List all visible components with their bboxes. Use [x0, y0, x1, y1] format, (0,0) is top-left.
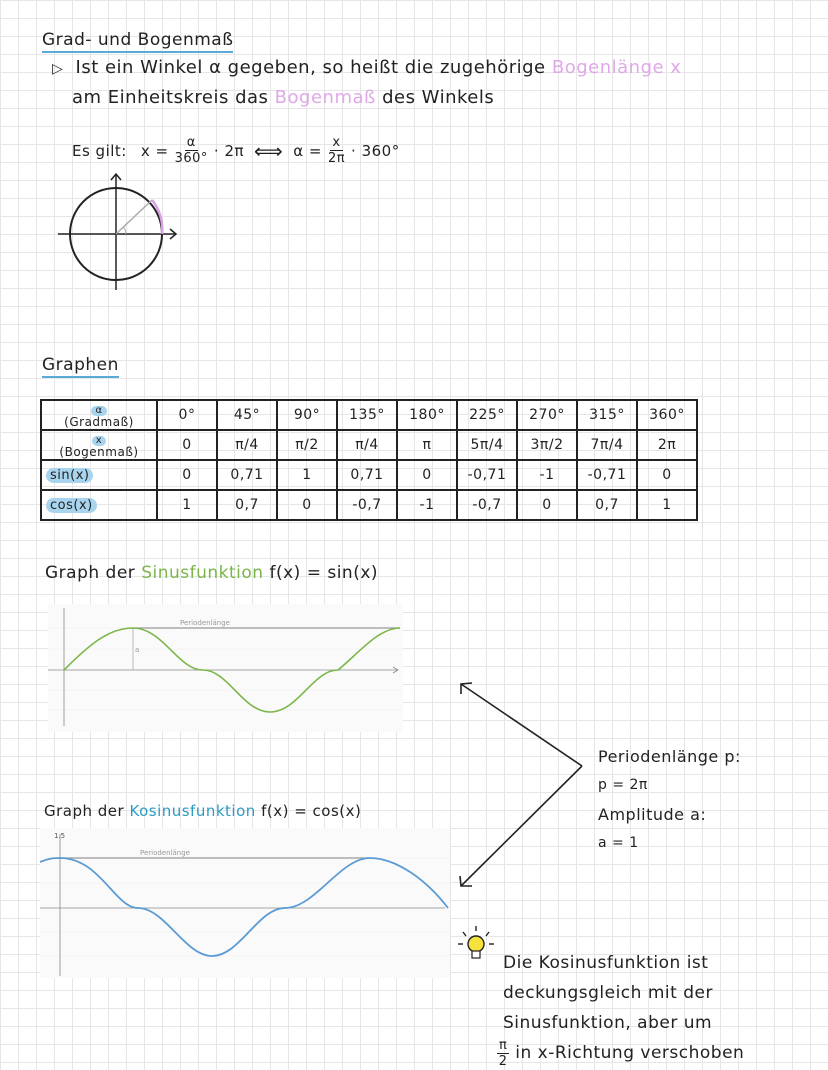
row-label-sin: sin(x): [41, 460, 157, 490]
tip-line-4: [497, 1038, 744, 1068]
connector-arrows: [455, 676, 590, 896]
cosine-curve: [40, 858, 448, 956]
cosine-graph-svg: [40, 828, 450, 978]
cosine-graph: [40, 828, 450, 978]
equivalence-arrow-icon: ⟺: [254, 138, 284, 163]
cosine-y-top-label: 1.5: [54, 832, 66, 840]
cell: π: [397, 430, 457, 460]
sine-graph-title: [45, 563, 378, 583]
formula-x-eq: x =: [140, 141, 169, 160]
intro-highlight-2: Bogenmaß: [274, 87, 376, 108]
cell: -1: [397, 490, 457, 520]
cell: -1: [517, 460, 577, 490]
row-label-bogen: x (Bogenmaß): [41, 430, 157, 460]
table-row: [41, 490, 697, 520]
cell: 1: [277, 460, 337, 490]
intro-highlight-1: Bogenlänge x: [551, 57, 682, 78]
amplitude-label: a: [135, 646, 140, 654]
formula-times-2pi: · 2π: [213, 141, 245, 160]
period-note: [598, 742, 741, 858]
amplitude-heading: Amplitude a:: [598, 805, 707, 824]
intro-line-2: [72, 87, 494, 108]
cell: π/4: [337, 430, 397, 460]
cell: 0: [637, 460, 697, 490]
cosine-title-b: f(x) = cos(x): [261, 802, 362, 820]
cell: 0,71: [217, 460, 277, 490]
cell: 0: [157, 430, 217, 460]
cell: 3π/2: [517, 430, 577, 460]
cell: -0,71: [457, 460, 517, 490]
sine-title-colored: Sinusfunktion: [141, 563, 264, 583]
table-row: [41, 460, 697, 490]
cosine-period-label: Periodenlänge: [140, 849, 190, 857]
heading-text: Grad- und Bogenmaß: [42, 30, 233, 53]
lightbulb-icon: [456, 924, 496, 964]
table-row: [41, 430, 697, 460]
row-label-grad: α (Gradmaß): [41, 400, 157, 430]
cell: 225°: [457, 400, 517, 430]
cell: -0,71: [577, 460, 637, 490]
cell: 90°: [277, 400, 337, 430]
row-label-cos: cos(x): [41, 490, 157, 520]
intro-text-2a: am Einheitskreis das: [72, 87, 269, 108]
cell: 0,71: [337, 460, 397, 490]
cell: 7π/4: [577, 430, 637, 460]
sine-title-b: f(x) = sin(x): [269, 563, 379, 583]
formula-lead: Es gilt:: [72, 141, 127, 160]
cosine-title-colored: Kosinusfunktion: [129, 802, 256, 820]
cell: 0: [157, 460, 217, 490]
period-heading: Periodenlänge p:: [598, 747, 741, 766]
cell: 1: [637, 490, 697, 520]
formula-alpha-eq: α =: [293, 141, 322, 160]
cell: 0°: [157, 400, 217, 430]
cell: 0: [517, 490, 577, 520]
cell: π/2: [277, 430, 337, 460]
unit-circle-diagram: [58, 168, 188, 293]
cell: 2π: [637, 430, 697, 460]
period-label: Periodenlänge: [180, 619, 230, 627]
period-value: p = 2π: [598, 777, 648, 793]
bullet-arrow-icon: ▷: [52, 61, 64, 77]
section-heading-graphen: [42, 355, 119, 375]
fraction-pi-2: $\frac{\pi}{2}$: [498, 1037, 508, 1069]
sine-title-a: Graph der: [45, 563, 136, 583]
cell: 135°: [337, 400, 397, 430]
intro-text-1: Ist ein Winkel α gegeben, so heißt die zugehörige: [75, 57, 546, 78]
cell: 270°: [517, 400, 577, 430]
cell: 0: [397, 460, 457, 490]
cosine-graph-title: [44, 802, 361, 820]
tip-line-4-text: in x-Richtung verschoben: [515, 1043, 745, 1063]
cosine-title-a: Graph der: [44, 802, 125, 820]
tip-line-3: Sinusfunktion, aber um: [503, 1013, 713, 1033]
cell: 180°: [397, 400, 457, 430]
formula-times-360: · 360°: [351, 141, 400, 160]
cell: π/4: [217, 430, 277, 460]
intro-text-2b: des Winkels: [382, 87, 495, 108]
cell: 360°: [637, 400, 697, 430]
cell: 315°: [577, 400, 637, 430]
fraction-alpha-360: $\frac{\alpha}{360^\circ}$: [174, 135, 208, 166]
table-row: [41, 400, 697, 430]
cell: -0,7: [457, 490, 517, 520]
cell: 1: [157, 490, 217, 520]
tip-text: [498, 948, 745, 1069]
cell: 0,7: [217, 490, 277, 520]
tip-line-2: deckungsgleich mit der: [503, 983, 713, 1003]
cell: 0: [277, 490, 337, 520]
sine-graph-svg: [48, 604, 403, 732]
amplitude-value: a = 1: [598, 835, 639, 851]
alpha-label: α: [91, 406, 106, 416]
cell: 45°: [217, 400, 277, 430]
heading2-text: Graphen: [42, 355, 119, 378]
intro-line-1: [52, 57, 681, 78]
cell: 0,7: [577, 490, 637, 520]
sine-graph: [48, 604, 403, 732]
tip-line-1: Die Kosinusfunktion ist: [503, 953, 709, 973]
section-heading-grad-bogenmass: [42, 30, 233, 50]
cell: 5π/4: [457, 430, 517, 460]
formula: [72, 136, 400, 165]
cell: -0,7: [337, 490, 397, 520]
fraction-x-2pi: $\frac{x}{2\pi}$: [327, 135, 346, 166]
value-table: [40, 399, 698, 521]
